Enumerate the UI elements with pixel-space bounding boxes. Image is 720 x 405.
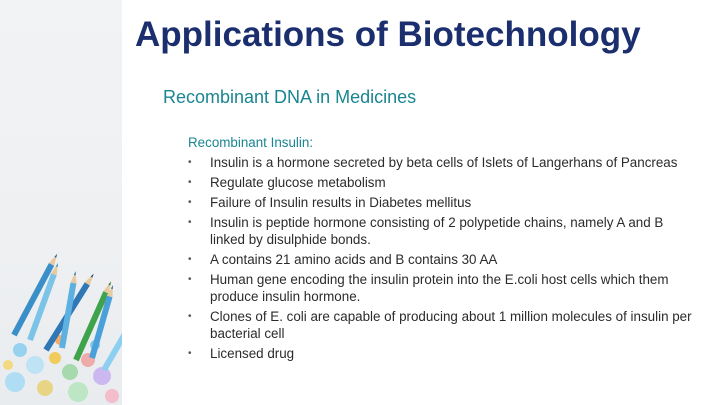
bullet-icon: • xyxy=(188,348,192,359)
bullet-list xyxy=(188,154,698,362)
bullet-icon: • xyxy=(188,254,192,265)
bullet-text: Insulin is a hormone secreted by beta cells of Islets of Langerhans of Pancreas xyxy=(210,155,678,170)
slide-content xyxy=(188,134,698,365)
bullet-icon: • xyxy=(188,177,192,188)
bullet-text: Insulin is peptide hormone consisting of 2 polypetide chains, namely A and B linked by disulphide bonds. xyxy=(210,215,664,247)
bullet-icon: • xyxy=(188,217,192,228)
colored-pencils-icon xyxy=(0,200,122,405)
list-item xyxy=(188,251,698,268)
bullet-icon: • xyxy=(188,311,192,322)
list-item xyxy=(188,154,698,171)
list-item xyxy=(188,345,698,362)
list-item xyxy=(188,271,698,305)
list-item xyxy=(188,194,698,211)
slide-title: Applications of Biotechnology xyxy=(135,15,641,54)
slide-subtitle: Recombinant DNA in Medicines xyxy=(163,87,417,107)
bullet-icon: • xyxy=(188,274,192,285)
bullet-text: Licensed drug xyxy=(210,346,295,361)
bullet-text: Human gene encoding the insulin protein into the E.coli host cells which them produce insulin hormone. xyxy=(210,272,669,304)
bullet-text: Clones of E. coli are capable of producing about 1 million molecules of insulin per bacterial cell xyxy=(210,309,692,341)
list-item xyxy=(188,308,698,342)
list-item xyxy=(188,214,698,248)
left-decorative-panel xyxy=(0,0,122,405)
list-item xyxy=(188,174,698,191)
bullet-text: Regulate glucose metabolism xyxy=(210,175,386,190)
bullet-text: Failure of Insulin results in Diabetes mellitus xyxy=(210,195,472,210)
bullet-icon: • xyxy=(188,197,192,208)
section-heading: Recombinant Insulin: xyxy=(188,135,314,150)
bullet-text: A contains 21 amino acids and B contains 30 AA xyxy=(210,252,498,267)
bullet-icon: • xyxy=(188,157,192,168)
